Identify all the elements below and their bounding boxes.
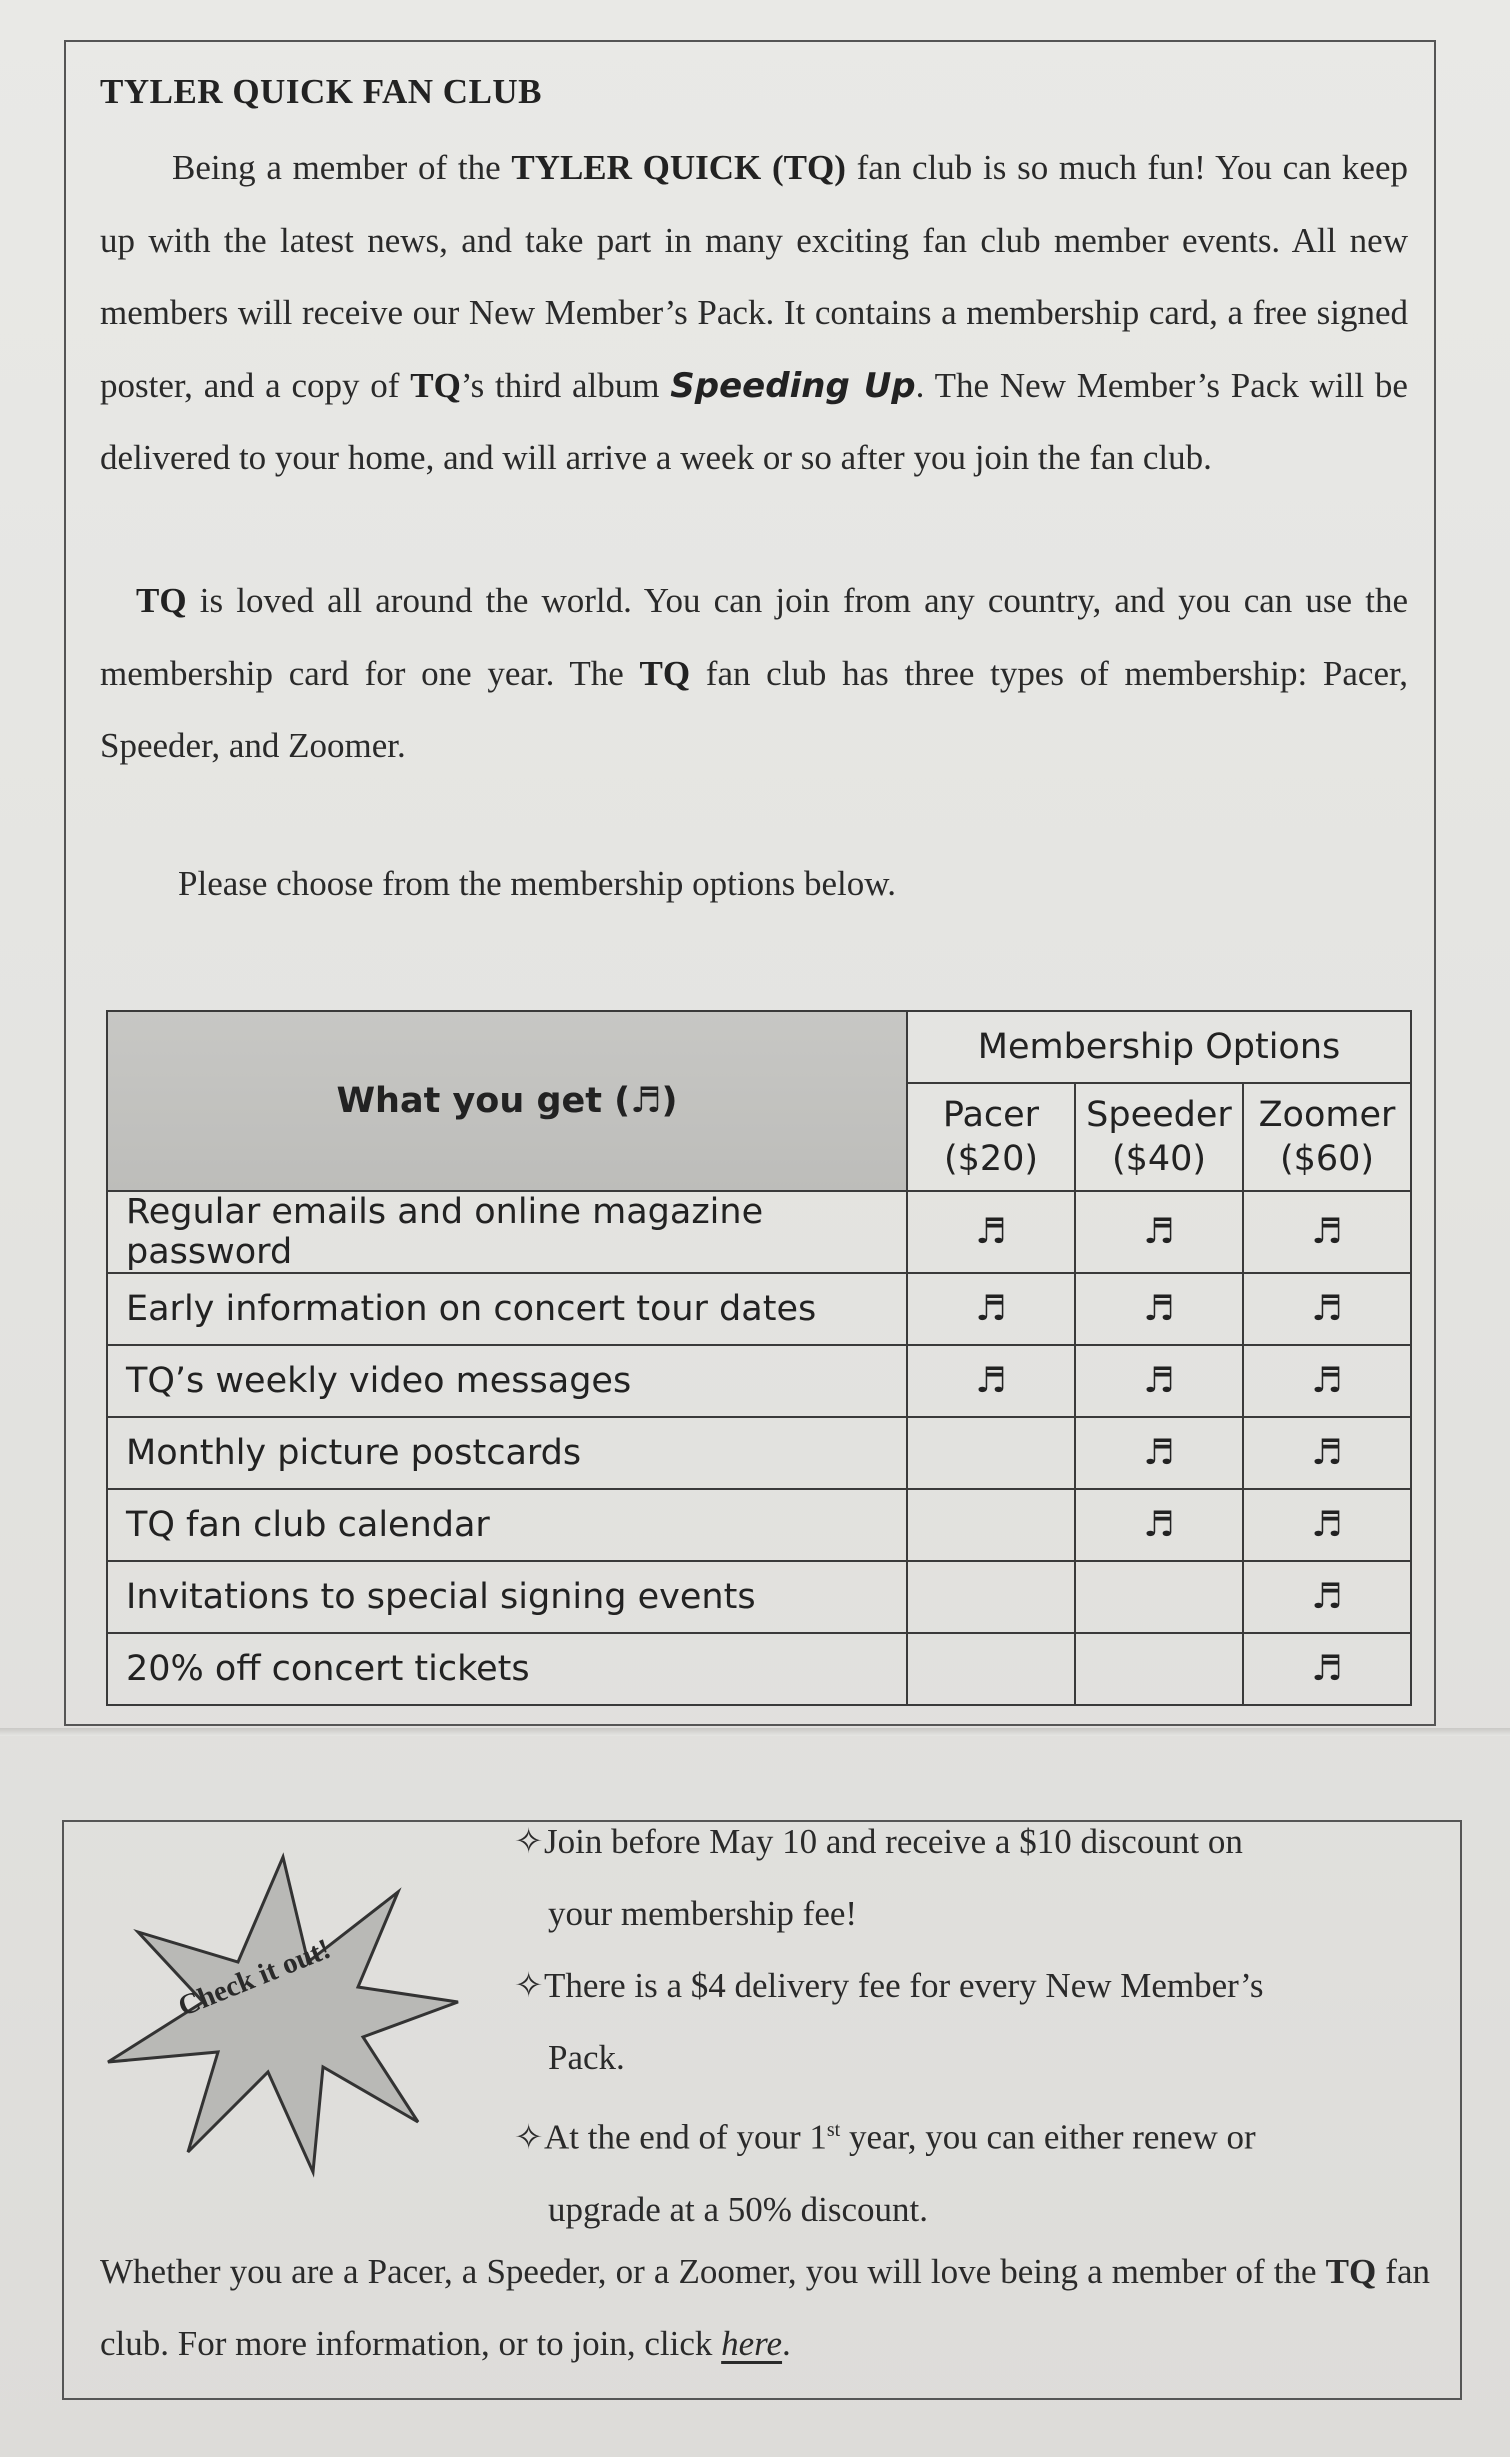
note-renewal bbox=[514, 2094, 1432, 2246]
pacer-mark: ♬ bbox=[907, 1345, 1075, 1417]
band-abbrev: TQ bbox=[1325, 2252, 1377, 2291]
album-title: Speeding Up bbox=[670, 365, 916, 406]
plan-speeder-header bbox=[1075, 1083, 1243, 1191]
speeder-mark: ♬ bbox=[1075, 1191, 1243, 1273]
intro-text: fan club has three types of membership: Pacer, Speeder, and Zoomer. bbox=[100, 653, 1408, 765]
note-text: upgrade at a 50% discount. bbox=[548, 2189, 929, 2229]
speeder-mark bbox=[1075, 1561, 1243, 1633]
band-abbrev: TQ bbox=[639, 653, 691, 693]
zoomer-mark: ♬ bbox=[1243, 1561, 1411, 1633]
intro-paragraph-1 bbox=[100, 132, 1408, 495]
plan-price: ($60) bbox=[1279, 1139, 1375, 1179]
plan-pacer-header bbox=[907, 1083, 1075, 1191]
page-title: TYLER QUICK FAN CLUB bbox=[100, 72, 543, 111]
choose-instruction: Please choose from the membership options below. bbox=[178, 864, 896, 903]
note-delivery bbox=[514, 1950, 1432, 2094]
speeder-mark bbox=[1075, 1633, 1243, 1705]
table-row bbox=[107, 1561, 1411, 1633]
note-text: There is a $4 delivery fee for every New Member’s bbox=[544, 1966, 1264, 2005]
feature-label: Invitations to special signing events bbox=[107, 1561, 907, 1633]
band-abbrev: TQ bbox=[410, 365, 461, 405]
what-you-get-header: What you get (♬) bbox=[107, 1011, 907, 1191]
closing-text: Whether you are a Pacer, a Speeder, or a Zoomer, you will love being a member of the bbox=[100, 2252, 1326, 2291]
speeder-mark: ♬ bbox=[1075, 1417, 1243, 1489]
pacer-mark: ♬ bbox=[907, 1191, 1075, 1273]
table-row bbox=[107, 1191, 1411, 1273]
note-discount bbox=[514, 1806, 1432, 1950]
pacer-mark: ♬ bbox=[907, 1273, 1075, 1345]
pacer-mark bbox=[907, 1417, 1075, 1489]
feature-label: Monthly picture postcards bbox=[107, 1417, 907, 1489]
band-abbrev: (TQ) bbox=[772, 148, 846, 187]
zoomer-mark: ♬ bbox=[1243, 1345, 1411, 1417]
intro-text: Being a member of the bbox=[172, 148, 512, 187]
note-text: Join before May 10 and receive a $10 discount on bbox=[544, 1822, 1243, 1861]
pacer-mark bbox=[907, 1633, 1075, 1705]
zoomer-mark: ♬ bbox=[1243, 1273, 1411, 1345]
table-row bbox=[107, 1273, 1411, 1345]
closing-paragraph bbox=[100, 2236, 1430, 2380]
diamond-bullet-icon: ✧ bbox=[514, 1966, 544, 2005]
plan-zoomer-header bbox=[1243, 1083, 1411, 1191]
ordinal-suffix: st bbox=[826, 2119, 841, 2141]
feature-label: TQ fan club calendar bbox=[107, 1489, 907, 1561]
membership-table bbox=[106, 1010, 1412, 1706]
diamond-bullet-icon: ✧ bbox=[514, 2117, 544, 2157]
intro-text: ’s third album bbox=[460, 365, 671, 405]
speeder-mark: ♬ bbox=[1075, 1345, 1243, 1417]
band-abbrev: TQ bbox=[136, 581, 187, 620]
feature-label: Regular emails and online magazine password bbox=[107, 1191, 907, 1273]
note-text: At the end of your 1 bbox=[544, 2117, 827, 2157]
intro-text bbox=[761, 148, 772, 187]
plan-price: ($40) bbox=[1111, 1139, 1207, 1179]
note-text: Pack. bbox=[548, 2038, 625, 2077]
table-row bbox=[107, 1633, 1411, 1705]
starburst-icon bbox=[98, 1852, 468, 2182]
feature-label: Early information on concert tour dates bbox=[107, 1273, 907, 1345]
join-here-link[interactable]: here bbox=[721, 2324, 783, 2363]
zoomer-mark: ♬ bbox=[1243, 1417, 1411, 1489]
plan-name: Pacer bbox=[942, 1095, 1040, 1135]
zoomer-mark: ♬ bbox=[1243, 1489, 1411, 1561]
plan-name: Zoomer bbox=[1258, 1095, 1396, 1135]
pacer-mark bbox=[907, 1561, 1075, 1633]
zoomer-mark: ♬ bbox=[1243, 1191, 1411, 1273]
speeder-mark: ♬ bbox=[1075, 1273, 1243, 1345]
pacer-mark bbox=[907, 1489, 1075, 1561]
paper-fold bbox=[0, 1728, 1510, 1736]
check-it-out-label: Check it out! bbox=[173, 1932, 336, 2023]
intro-text: is loved all around the world. You can join from any country, and you can use the membership card for one year. The bbox=[100, 581, 1408, 693]
note-text: your membership fee! bbox=[548, 1894, 858, 1933]
table-row bbox=[107, 1345, 1411, 1417]
note-text: year, you can either renew or bbox=[840, 2117, 1256, 2157]
table-row bbox=[107, 1417, 1411, 1489]
zoomer-mark: ♬ bbox=[1243, 1633, 1411, 1705]
intro-text: . The New Member’s Pack will be delivered to your home, and will arrive a week or so after you join the fan club. bbox=[100, 365, 1408, 477]
diamond-bullet-icon: ✧ bbox=[514, 1822, 544, 1861]
table-row bbox=[107, 1489, 1411, 1561]
closing-text: fan club. For more information, or to join, click bbox=[100, 2252, 1430, 2363]
feature-label: 20% off concert tickets bbox=[107, 1633, 907, 1705]
feature-label: TQ’s weekly video messages bbox=[107, 1345, 907, 1417]
plan-price: ($20) bbox=[943, 1139, 1039, 1179]
intro-paragraph-2 bbox=[100, 565, 1408, 783]
band-name: TYLER QUICK bbox=[511, 148, 762, 187]
speeder-mark: ♬ bbox=[1075, 1489, 1243, 1561]
closing-text: . bbox=[782, 2324, 791, 2363]
plan-name: Speeder bbox=[1086, 1095, 1232, 1135]
intro-text: fan club is so much fun! You can keep up with the latest news, and take part in many exciting fan club member events. All new members will receive our New Member’s Pack. It contains a membership card, a free signed poster, and a copy of bbox=[100, 148, 1408, 405]
membership-options-header: Membership Options bbox=[907, 1011, 1411, 1083]
